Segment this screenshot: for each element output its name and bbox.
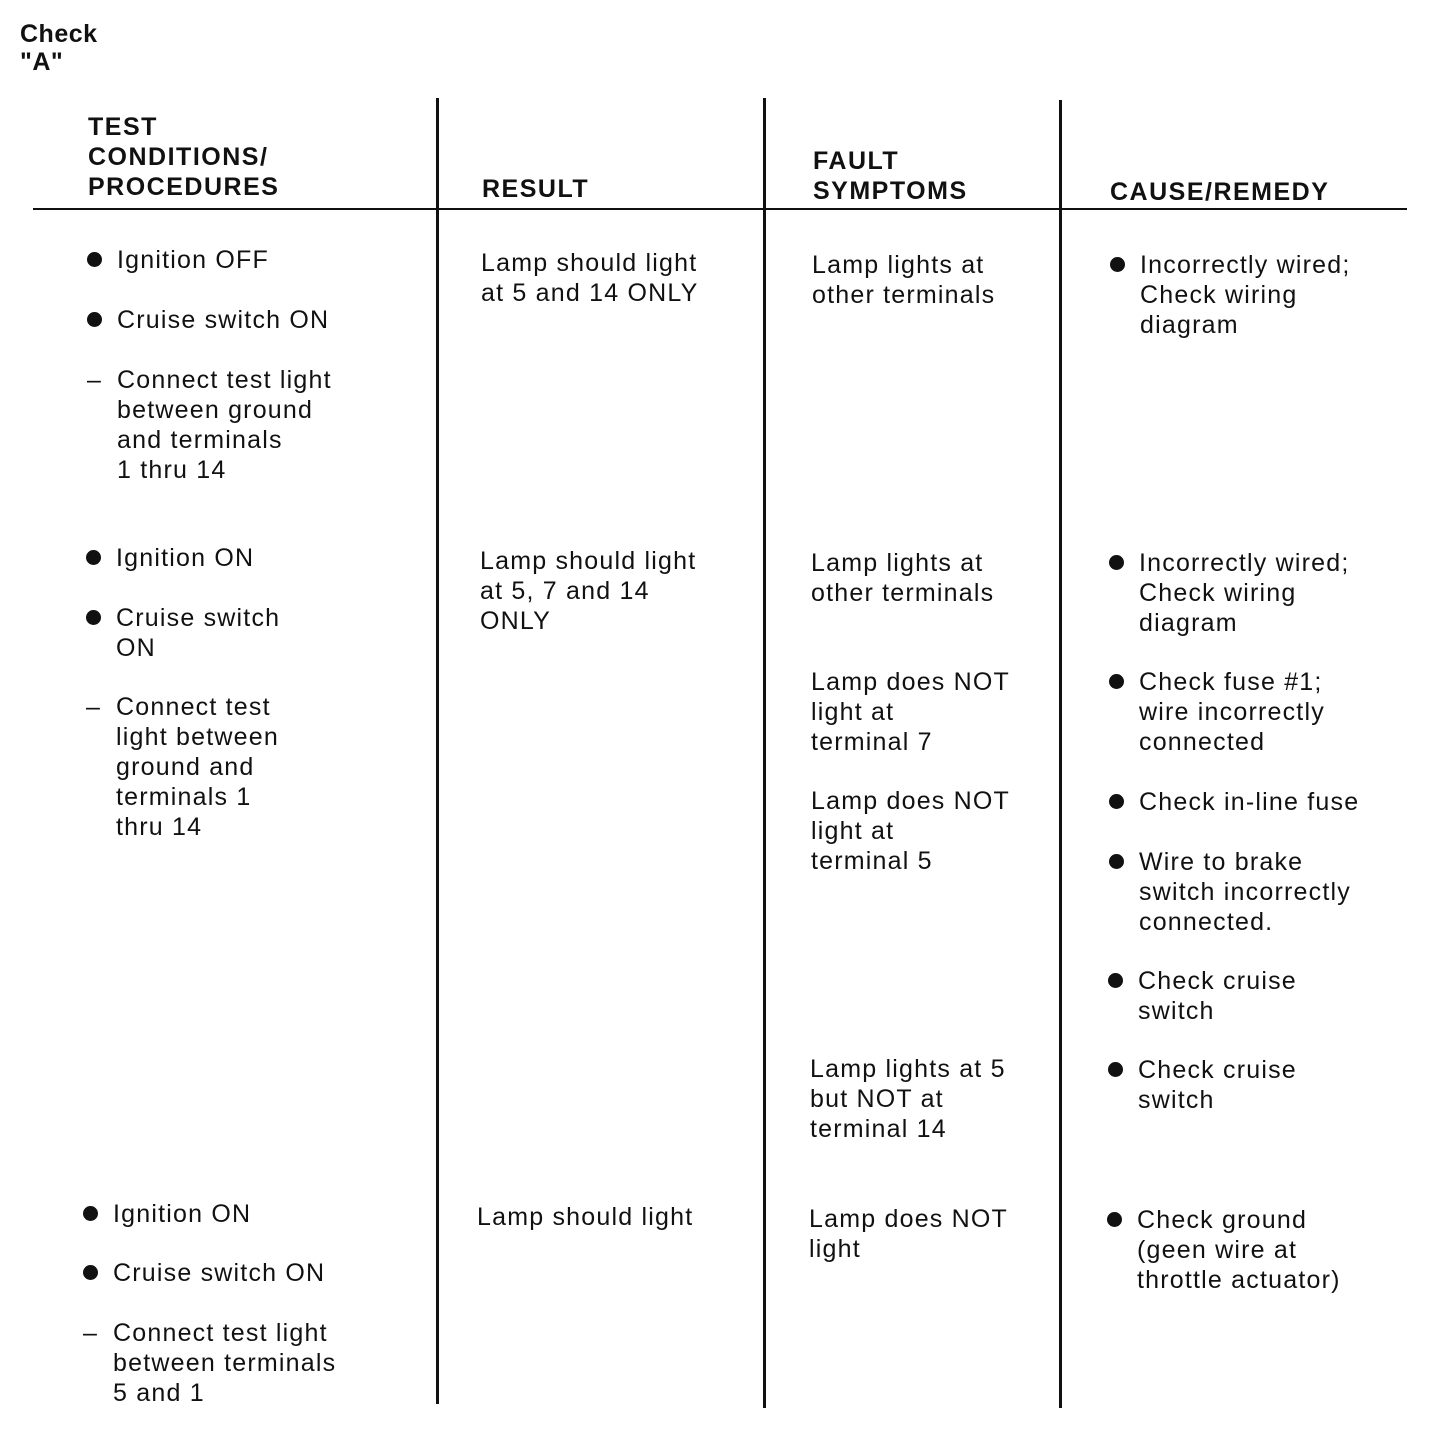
- bullet-icon: [83, 1265, 98, 1280]
- condition-item: Connect test light between ground and terminals 1 thru 14: [116, 693, 279, 841]
- bullet-icon: [1109, 794, 1124, 809]
- bullet-icon: [1110, 257, 1125, 272]
- cause-item: Check ground (geen wire at throttle actuator): [1137, 1206, 1341, 1294]
- bullet-icon: [1108, 973, 1123, 988]
- bullet-icon: [1109, 674, 1124, 689]
- header-test-conditions: TEST CONDITIONS/ PROCEDURES: [88, 113, 280, 201]
- condition-item: Ignition OFF: [117, 246, 269, 274]
- condition-item: Ignition ON: [116, 544, 255, 572]
- bullet-icon: [1109, 555, 1124, 570]
- bullet-icon: [1109, 854, 1124, 869]
- fault-symptom: Lamp lights at other terminals: [811, 549, 995, 607]
- condition-item: Cruise switch ON: [117, 306, 330, 334]
- cause-item: Check fuse #1; wire incorrectly connected: [1139, 668, 1325, 756]
- bullet-icon: [87, 252, 102, 267]
- result-text: Lamp should light at 5 and 14 ONLY: [481, 249, 699, 307]
- cause-item: Check in-line fuse: [1139, 788, 1360, 816]
- dash-marker: –: [83, 1319, 97, 1347]
- condition-item: Ignition ON: [113, 1200, 252, 1228]
- condition-item: Cruise switch ON: [116, 604, 281, 662]
- bullet-icon: [83, 1206, 98, 1221]
- fault-symptom: Lamp lights at other terminals: [812, 251, 996, 309]
- fault-symptom: Lamp lights at 5 but NOT at terminal 14: [810, 1055, 1006, 1143]
- fault-symptom: Lamp does NOT light at terminal 7: [811, 668, 1011, 756]
- header-cause-remedy: CAUSE/REMEDY: [1110, 178, 1330, 206]
- check-subtitle: "A": [20, 48, 64, 76]
- check-title: Check: [20, 20, 98, 48]
- cause-item: Wire to brake switch incorrectly connected.: [1139, 848, 1351, 936]
- result-text: Lamp should light at 5, 7 and 14 ONLY: [480, 547, 697, 635]
- cause-item: Incorrectly wired; Check wiring diagram: [1139, 549, 1350, 637]
- result-text: Lamp should light: [477, 1203, 694, 1231]
- bullet-icon: [86, 610, 101, 625]
- column-divider-2: [763, 98, 766, 1408]
- condition-item: Cruise switch ON: [113, 1259, 326, 1287]
- bullet-icon: [86, 550, 101, 565]
- column-divider-3: [1059, 100, 1062, 1408]
- check-title-block: [20, 20, 98, 76]
- dash-marker: –: [86, 693, 100, 721]
- header-rule: [33, 208, 1407, 210]
- cause-item: Incorrectly wired; Check wiring diagram: [1140, 251, 1351, 339]
- condition-item: Connect test light between ground and terminals 1 thru 14: [117, 366, 332, 484]
- fault-symptom: Lamp does NOT light: [809, 1205, 1009, 1263]
- condition-item: Connect test light between terminals 5 and 1: [113, 1319, 337, 1407]
- header-result: RESULT: [482, 175, 590, 203]
- bullet-icon: [87, 312, 102, 327]
- fault-symptom: Lamp does NOT light at terminal 5: [811, 787, 1011, 875]
- cause-item: Check cruise switch: [1138, 1056, 1297, 1114]
- cause-item: Check cruise switch: [1138, 967, 1297, 1025]
- column-divider-1: [436, 98, 439, 1404]
- header-fault-symptoms: FAULT SYMPTOMS: [813, 147, 968, 205]
- dash-marker: –: [87, 366, 101, 394]
- bullet-icon: [1107, 1212, 1122, 1227]
- bullet-icon: [1108, 1062, 1123, 1077]
